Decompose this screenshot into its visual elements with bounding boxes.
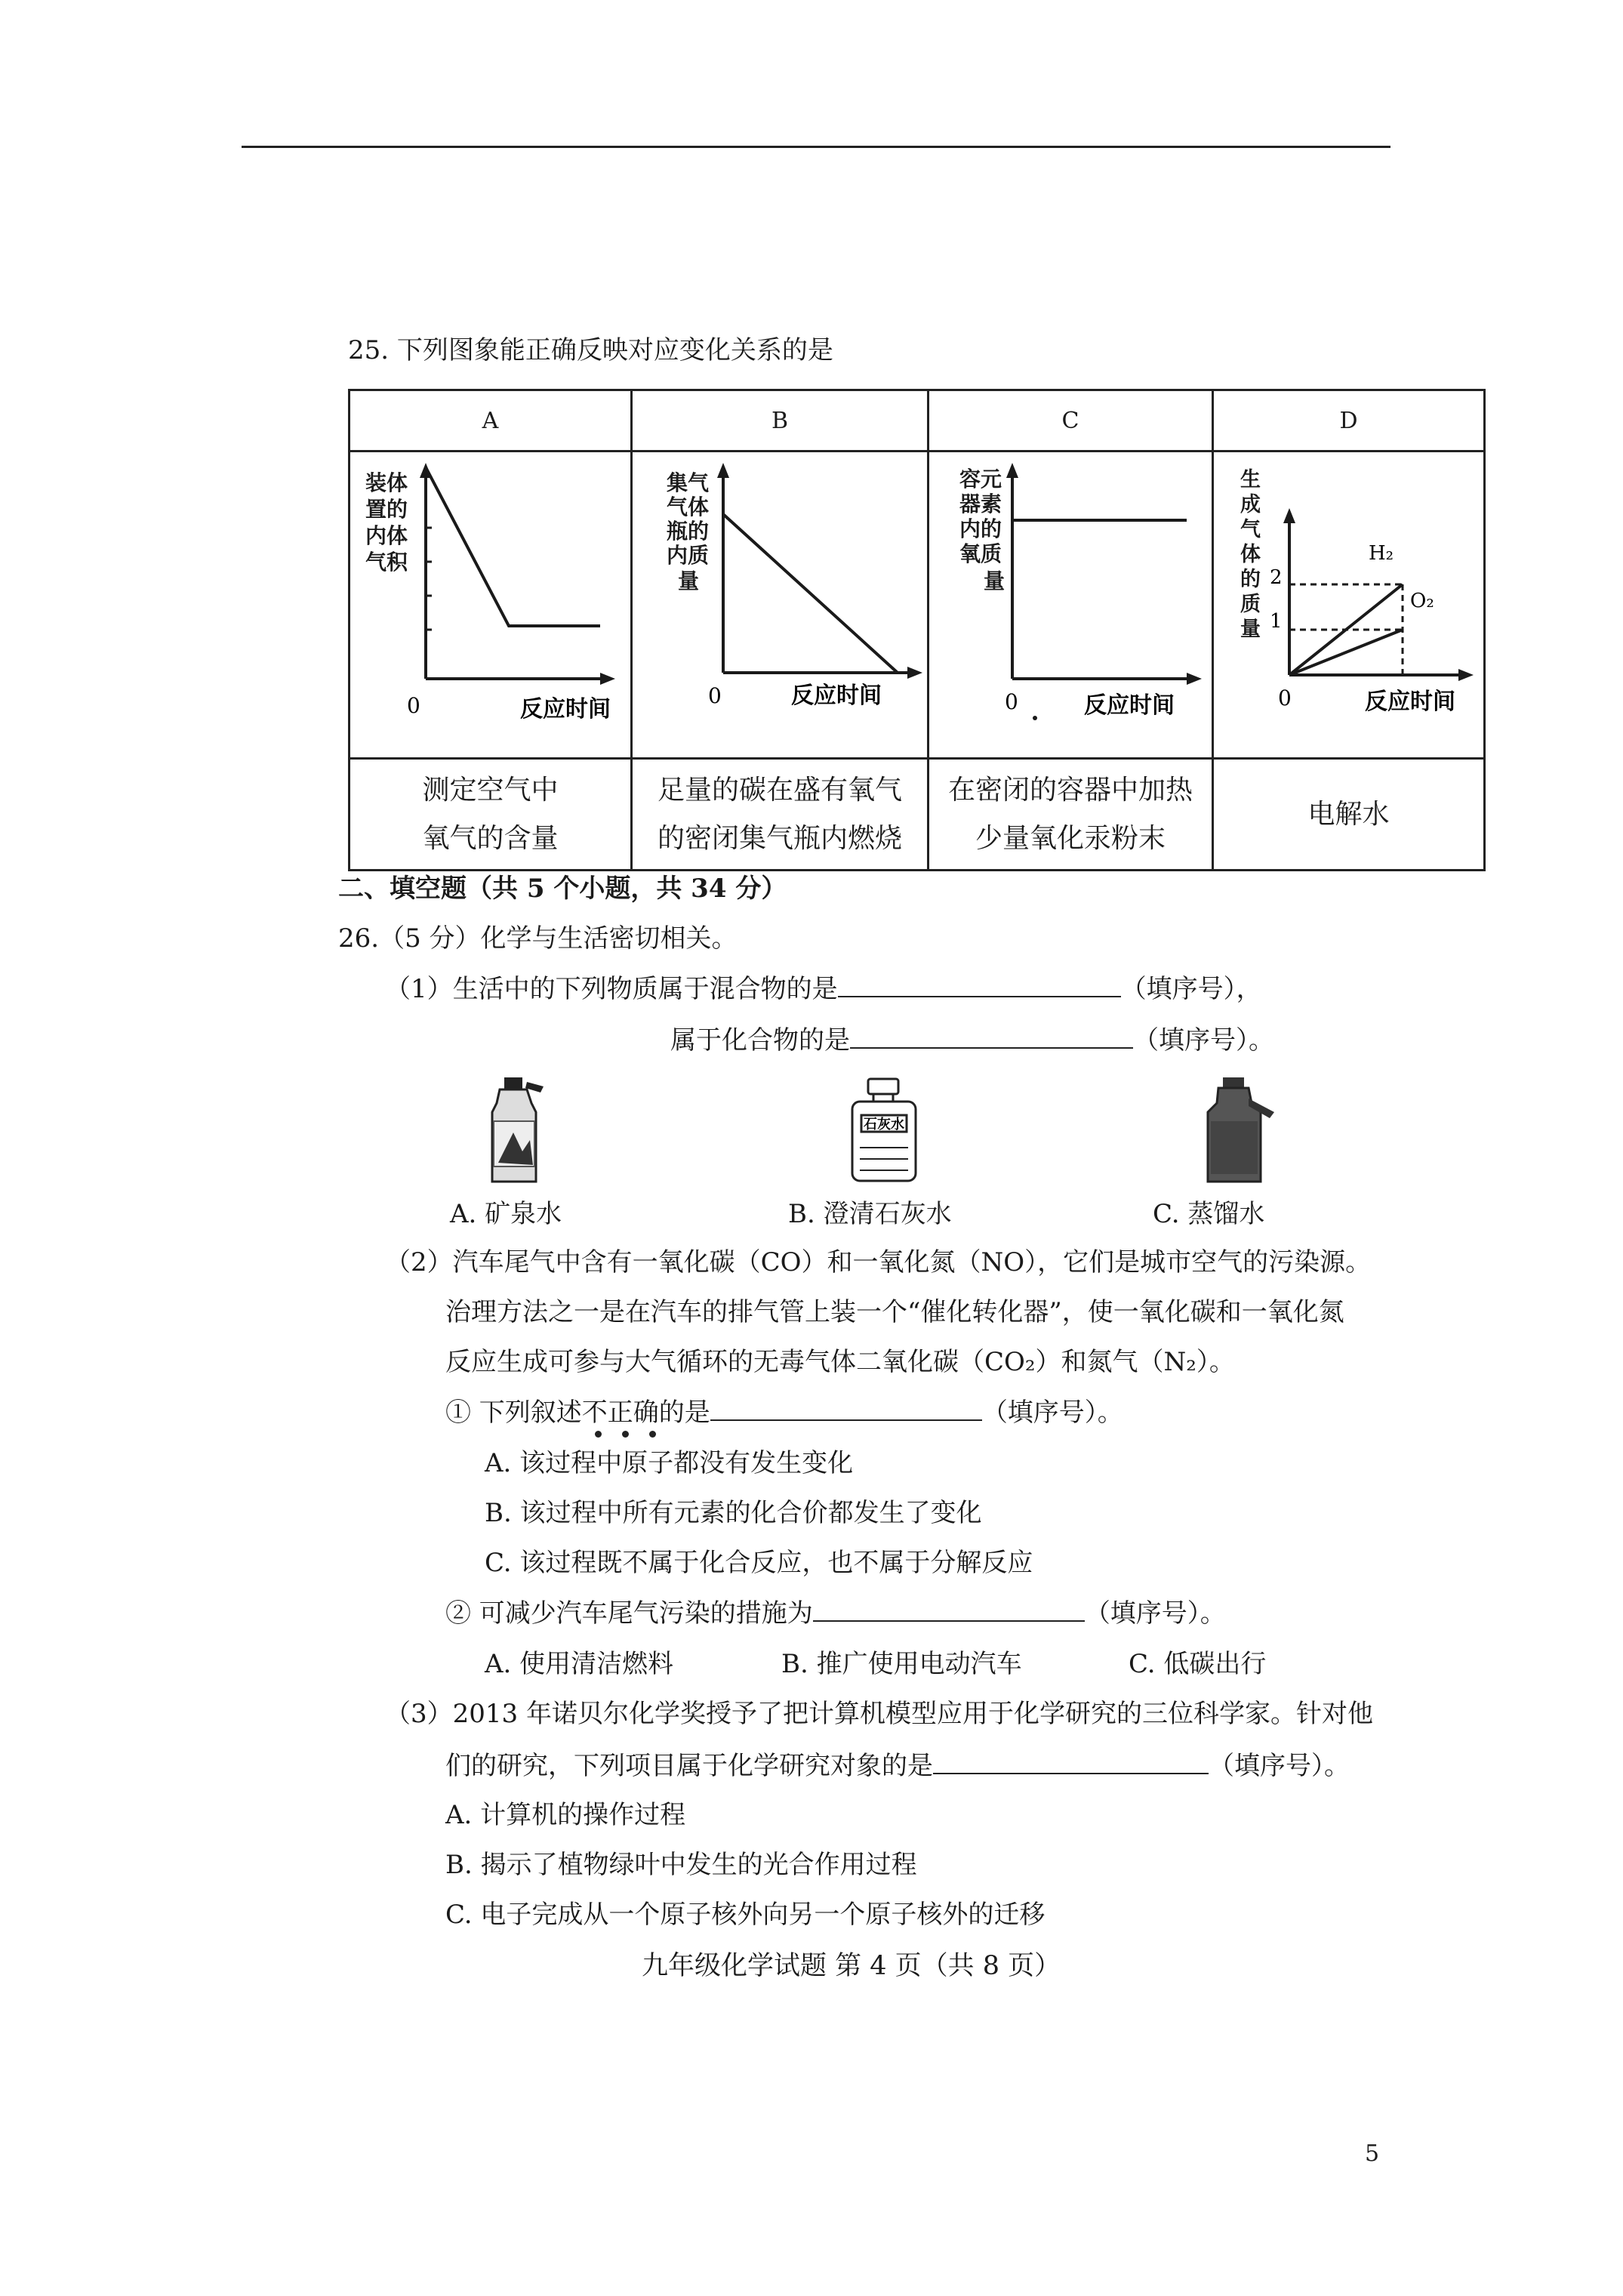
graph-a-ylabel-line: 装体	[365, 470, 408, 495]
option-a-label: A. 矿泉水	[450, 1199, 562, 1229]
graph-b-ylabel	[667, 470, 709, 593]
graph-a-line	[426, 467, 600, 626]
q26-part1-line1	[385, 973, 1262, 1005]
limewater-bottle-icon	[843, 1076, 926, 1185]
q26-sub1-option: C. 该过程既不属于化合反应，也不属于分解反应	[485, 1548, 1033, 1578]
graph-c-ylabel-line: 内的	[959, 516, 1002, 541]
graph-d-tick-1: 1	[1270, 610, 1283, 633]
q26-part1-suffix: （填序号）。	[1133, 1025, 1274, 1056]
q25-header-row	[350, 390, 1485, 451]
q25-caption-row	[350, 759, 1485, 871]
graph-d-series-label-o2: O₂	[1410, 590, 1434, 612]
q26-sub2-text: ② 可减少汽车尾气污染的措施为	[445, 1598, 813, 1629]
q26-part3-suffix: （填序号）。	[1209, 1751, 1350, 1781]
graph-d-ylabel-line: 量	[1240, 618, 1261, 641]
graph-d-ylabel-line: 的	[1240, 568, 1261, 591]
emphasis-dot	[649, 1431, 656, 1438]
q25-stem-text: 下列图象能正确反映对应变化关系的是	[396, 335, 833, 365]
graph-c-ylabel-line: 氧质	[959, 541, 1002, 566]
option-c-label: C. 蒸馏水	[1153, 1199, 1265, 1229]
q26-part3-option: A. 计算机的操作过程	[445, 1800, 686, 1830]
graph-d-cell	[1213, 451, 1485, 759]
graph-b-line	[723, 514, 898, 673]
q26-sub2-option: B. 推广使用电动汽车	[781, 1649, 1022, 1679]
answer-blank[interactable]	[838, 973, 1121, 997]
graph-c-cell	[929, 451, 1213, 759]
q26-part2-line: 反应生成可参与大气循环的无毒气体二氧化碳（CO₂）和氮气（N₂）。	[445, 1347, 1235, 1377]
graph-d-ylabel-line: 体	[1240, 543, 1261, 566]
graph-d-ylabel-line: 气	[1240, 518, 1261, 541]
graph-d-x-arrow	[1458, 669, 1474, 681]
graph-c-speck	[1033, 716, 1037, 720]
graph-a-x-arrow	[600, 673, 615, 685]
q26-sub2-option: C. 低碳出行	[1129, 1649, 1267, 1679]
q26-part1-text: 属于化合物的是	[670, 1025, 850, 1056]
caption-line: 电解水	[1307, 798, 1390, 830]
graph-c-ylabel-line: 容元	[959, 467, 1002, 492]
q26-part3-option: B. 揭示了植物绿叶中发生的光合作用过程	[445, 1850, 917, 1880]
option-b-caption	[632, 759, 929, 871]
option-d-caption	[1213, 759, 1485, 871]
graph-b	[633, 452, 927, 754]
answer-blank[interactable]	[813, 1598, 1085, 1622]
exam-footer: 九年级化学试题 第 4 页（共 8 页）	[642, 1951, 1061, 1981]
option-a-header: A	[350, 390, 632, 451]
graph-d-ylabel-line: 成	[1240, 493, 1261, 516]
graph-a-origin: 0	[407, 693, 420, 718]
caption-line: 氧气的含量	[422, 822, 559, 854]
q26-stem: 26.（5 分）化学与生活密切相关。	[338, 923, 738, 954]
answer-blank[interactable]	[710, 1397, 982, 1421]
q26-part1-text: （1）生活中的下列物质属于混合物的是	[385, 974, 838, 1004]
q26-sub2	[445, 1598, 1226, 1629]
graph-a-ylabel-line: 置的	[365, 497, 408, 522]
graph-b-ylabel-line: 量	[678, 569, 700, 593]
graph-d-ylabel	[1240, 468, 1261, 641]
answer-blank[interactable]	[850, 1025, 1133, 1049]
graph-a-cell	[350, 451, 632, 759]
graph-c-xlabel: 反应时间	[1084, 692, 1175, 719]
answer-blank[interactable]	[933, 1750, 1209, 1774]
graph-d-y-arrow	[1283, 508, 1295, 523]
option-c-caption	[929, 759, 1213, 871]
graph-d	[1214, 452, 1483, 754]
graph-c	[929, 452, 1212, 754]
top-rule	[242, 146, 1390, 148]
graph-c-origin: 0	[1005, 689, 1018, 714]
graph-b-xlabel: 反应时间	[791, 683, 882, 709]
graph-c-ylabel-line: 量	[984, 569, 1006, 593]
q25-stem	[348, 335, 833, 366]
distilled-water-bottle-icon	[1202, 1076, 1285, 1185]
graph-b-cell	[632, 451, 929, 759]
emphasis-dot	[622, 1431, 629, 1438]
mineral-water-bottle-icon	[483, 1076, 566, 1185]
page-number: 5	[1365, 2140, 1380, 2167]
q25-number: 25.	[348, 335, 390, 365]
option-a-caption	[350, 759, 632, 871]
q26-part1-line2	[670, 1025, 1274, 1056]
graph-b-y-arrow	[717, 463, 729, 478]
option-c-header: C	[929, 390, 1213, 451]
q26-part3-line: （3）2013 年诺贝尔化学奖授予了把计算机模型应用于化学研究的三位科学家。针对他	[385, 1699, 1373, 1729]
q25-graph-row	[350, 451, 1485, 759]
q26-part3-line	[445, 1750, 1350, 1782]
graph-b-ylabel-line: 内质	[667, 543, 710, 568]
caption-line: 少量氧化汞粉末	[975, 822, 1166, 854]
graph-c-y-arrow	[1006, 463, 1018, 478]
emphasis-dot	[595, 1431, 602, 1438]
option-b-header: B	[632, 390, 929, 451]
q26-sub1-suffix: （填序号）。	[981, 1398, 1123, 1428]
graph-d-tick-2: 2	[1270, 566, 1283, 589]
caption-line: 在密闭的容器中加热	[947, 774, 1193, 806]
graph-b-ylabel-line: 气体	[667, 495, 710, 519]
q26-part2-line: 治理方法之一是在汽车的排气管上装一个“催化转化器”，使一氧化碳和一氧化氮	[445, 1297, 1344, 1327]
q26-sub1-text: ① 下列叙述不正确的是	[445, 1398, 710, 1428]
caption-line: 的密闭集气瓶内燃烧	[657, 822, 902, 854]
graph-d-ylabel-line: 质	[1240, 593, 1261, 616]
graph-c-ylabel	[959, 467, 1005, 593]
q26-part1-suffix: （填序号），	[1120, 974, 1262, 1004]
section-title: 二、填空题（共 5 个小题，共 34 分）	[338, 874, 787, 904]
graph-a-ylabel	[365, 470, 408, 575]
q26-sub1-option: B. 该过程中所有元素的化合价都发生了变化	[485, 1498, 982, 1528]
graph-a-ylabel-line: 内体	[365, 523, 408, 548]
q26-sub2-option: A. 使用清洁燃料	[485, 1649, 674, 1679]
option-d-header: D	[1213, 390, 1485, 451]
graph-a	[350, 452, 630, 754]
q26-sub1	[445, 1397, 1123, 1428]
option-b-label: B. 澄清石灰水	[788, 1199, 952, 1229]
q26-part3-text: 们的研究，下列项目属于化学研究对象的是	[445, 1751, 933, 1781]
graph-b-x-arrow	[907, 667, 922, 679]
q26-sub2-suffix: （填序号）。	[1084, 1598, 1226, 1629]
caption-line: 测定空气中	[422, 774, 559, 806]
graph-d-line-o2	[1289, 630, 1403, 675]
graph-d-ylabel-line: 生	[1240, 468, 1261, 492]
q26-part2-line: （2）汽车尾气中含有一氧化碳（CO）和一氧化氮（NO），它们是城市空气的污染源。	[385, 1247, 1372, 1277]
graph-b-ylabel-line: 集气	[667, 470, 710, 495]
limewater-bottle-label: 石灰水	[864, 1117, 904, 1133]
graph-a-ylabel-line: 气积	[365, 550, 408, 575]
caption-line: 足量的碳在盛有氧气	[657, 774, 902, 806]
q26-part3-option: C. 电子完成从一个原子核外向另一个原子核外的迁移	[445, 1900, 1046, 1930]
graph-b-origin: 0	[708, 683, 722, 708]
graph-d-xlabel: 反应时间	[1365, 689, 1455, 715]
q26-sub1-option: A. 该过程中原子都没有发生变化	[485, 1448, 854, 1478]
graph-b-ylabel-line: 瓶的	[667, 519, 710, 544]
graph-a-series	[426, 467, 600, 626]
graph-a-xlabel: 反应时间	[520, 696, 611, 723]
q25-options-table	[348, 389, 1486, 871]
graph-c-x-arrow	[1187, 673, 1202, 685]
graph-b-series	[723, 514, 898, 673]
graph-d-origin: 0	[1278, 686, 1292, 710]
graph-d-series-label-h2: H₂	[1369, 542, 1394, 565]
graph-c-ylabel-line: 器素	[959, 492, 1002, 516]
